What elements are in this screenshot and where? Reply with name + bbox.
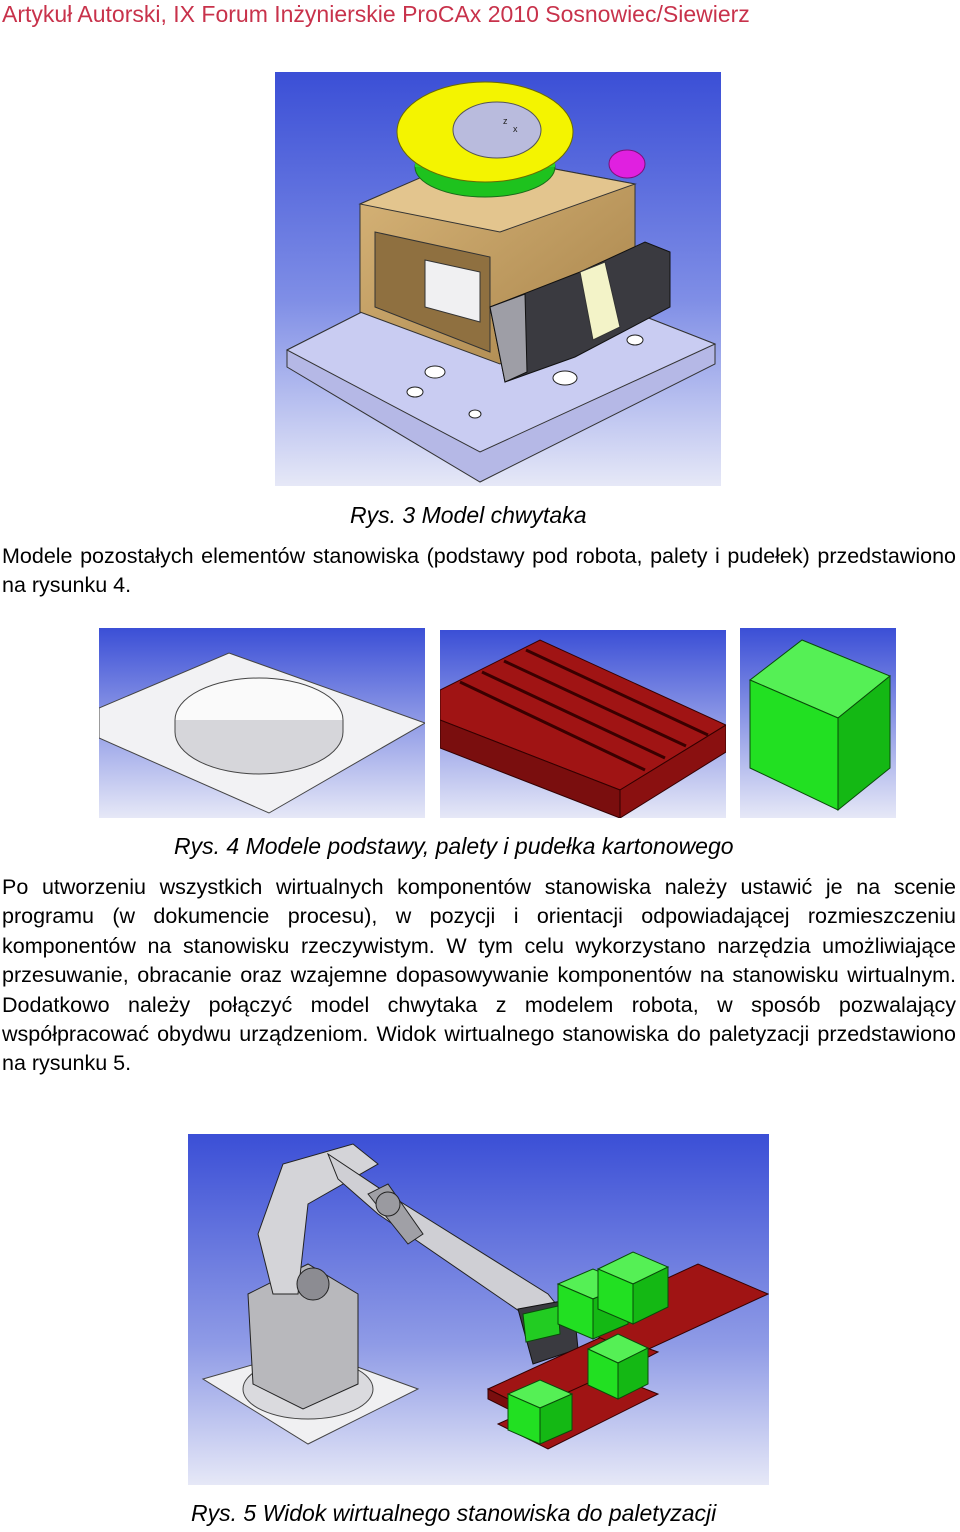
figure-4-caption: Rys. 4 Modele podstawy, palety i pudełka kartonowego [174, 833, 734, 859]
figure-5-caption: Rys. 5 Widok wirtualnego stanowiska do paletyzacji [191, 1500, 717, 1526]
gripper-cad-render [275, 72, 721, 486]
paragraph-2: Po utworzeniu wszystkich wirtualnych komponentów stanowiska należy ustawić je na scenie programu (w dokumencie procesu), w pozycji i orientacji odpowiadającej rozmieszczeniu komponentów na stanowisku rzeczywistym. W tym celu wykorzystano narzędzia umożliwiające przesuwanie, obracanie oraz wzajemne dopasowywanie komponentów na stanowisku wirtualnym. Dodatkowo należy połączyć model chwytaka z modelem robota, w sposób pozwalający współpracować obydwu urządzeniom. Widok wirtualnego stanowiska do paletyzacji przedstawiono na rysunku 5. [2, 875, 956, 1076]
figure-3-gripper-model [275, 72, 721, 486]
axis-label-z: z [503, 116, 508, 126]
figure-4-pallet-model [440, 630, 726, 818]
robot-base-render [99, 628, 425, 818]
axis-label-x: x [513, 124, 518, 134]
pallet-render [440, 630, 726, 818]
figure-3-caption: Rys. 3 Model chwytaka [350, 502, 587, 528]
figure-5-station-view [188, 1134, 769, 1485]
palletizing-station-render [188, 1134, 769, 1485]
box-render [740, 628, 896, 818]
figure-4-base-model [99, 628, 425, 818]
figure-4-box-model [740, 628, 896, 818]
page-header: Artykuł Autorski, IX Forum Inżynierskie ProCAx 2010 Sosnowiec/Siewierz [2, 1, 750, 27]
paragraph-1: Modele pozostałych elementów stanowiska (podstawy pod robota, palety i pudełek) przedstawiono na rysunku 4. [2, 544, 956, 598]
